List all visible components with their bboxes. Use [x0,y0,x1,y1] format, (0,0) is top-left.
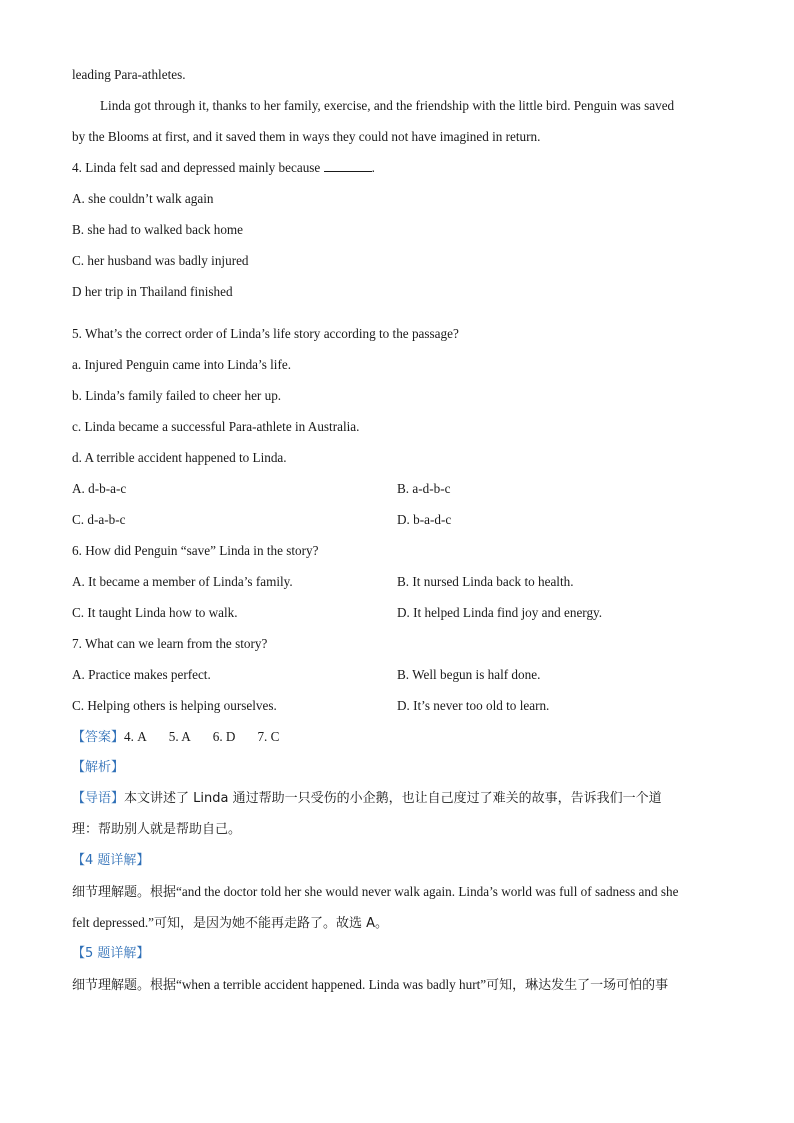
q4-detail-line [72,881,732,912]
q5-detail-line [72,974,732,1005]
question-5-stem: 5. What’s the correct order of Linda’s life story according to the passage? [72,326,459,341]
story-item-c: c. Linda became a successful Para-athlete in Australia. [72,419,360,434]
answer-blank [324,157,372,172]
answer-line [72,726,732,757]
option-b: B. a-d-b-c [397,481,451,496]
option-d: D. b-a-d-c [397,512,452,527]
q4-detail-cn: 细节理解题。根据 [72,885,177,900]
question-4-stem [72,157,732,188]
guide-text: 本文讲述了 Linda 通过帮助一只受伤的小企鹅，也让自己度过了难关的故事，告诉我们一个道 [124,791,662,806]
story-item-a: a. Injured Penguin came into Linda’s life. [72,357,291,372]
options-row [72,695,732,726]
guide-label: 【导语】 [72,791,125,806]
q4-detail-line [72,912,732,943]
document-page [72,64,732,1005]
option-c: C. Helping others is helping ourselves. [72,698,277,713]
option-d: D. It helped Linda find joy and energy. [397,605,603,620]
q4-detail-cn: 可知，是因为她不能再走路了。故选 A。 [154,916,389,931]
option-a: A. she couldn’t walk again [72,191,214,206]
q5-detail-heading: 【5 题详解】 [72,946,150,961]
option-c: C. her husband was badly injured [72,253,249,268]
option-c: C. It taught Linda how to walk. [72,605,238,620]
options-row [72,509,732,540]
story-item-b: b. Linda’s family failed to cheer her up. [72,388,282,403]
analysis-heading: 【解析】 [72,760,125,775]
passage-line: by the Blooms at first, and it saved them in ways they could not have imagined in return. [72,129,541,144]
q5-detail-quote: “when a terrible accident happened. Linda was badly hurt” [176,977,487,992]
q4-detail-quote: “and the doctor told her she would never walk again. Linda’s world was full of sadness and she [176,884,679,899]
options-row [72,602,732,633]
option-c: C. d-a-b-c [72,512,126,527]
options-row [72,664,732,695]
q5-detail-cn: 可知，琳达发生了一场可怕的事 [486,978,669,993]
q4-detail-quote: felt depressed.” [72,915,155,930]
answer-value: 7. C [257,729,280,744]
answer-value: 4. A [124,729,147,744]
question-stem-text: 4. Linda felt sad and depressed mainly because [72,160,321,175]
q4-detail-heading: 【4 题详解】 [72,853,150,868]
guide-line [72,788,732,819]
passage-line: Linda got through it, thanks to her family, exercise, and the friendship with the little bird. Penguin was saved [100,98,675,113]
question-stem-end: . [371,160,375,175]
option-d: D her trip in Thailand finished [72,284,233,299]
options-row [72,478,732,509]
guide-line: 理：帮助别人就是帮助自己。 [72,822,242,837]
q5-detail-cn: 细节理解题。根据 [72,978,177,993]
option-a: A. Practice makes perfect. [72,667,211,682]
option-b: B. she had to walked back home [72,222,244,237]
option-a: A. It became a member of Linda’s family. [72,574,293,589]
question-7-stem: 7. What can we learn from the story? [72,636,268,651]
option-b: B. It nursed Linda back to health. [397,574,574,589]
answer-value: 5. A [168,729,191,744]
story-item-d: d. A terrible accident happened to Linda. [72,450,287,465]
answer-value: 6. D [212,729,236,744]
answer-label: 【答案】 [72,730,125,745]
question-6-stem: 6. How did Penguin “save” Linda in the story? [72,543,319,558]
passage-line: leading Para-athletes. [72,67,186,82]
option-d: D. It’s never too old to learn. [397,698,550,713]
option-a: A. d-b-a-c [72,481,127,496]
option-b: B. Well begun is half done. [397,667,541,682]
options-row [72,571,732,602]
